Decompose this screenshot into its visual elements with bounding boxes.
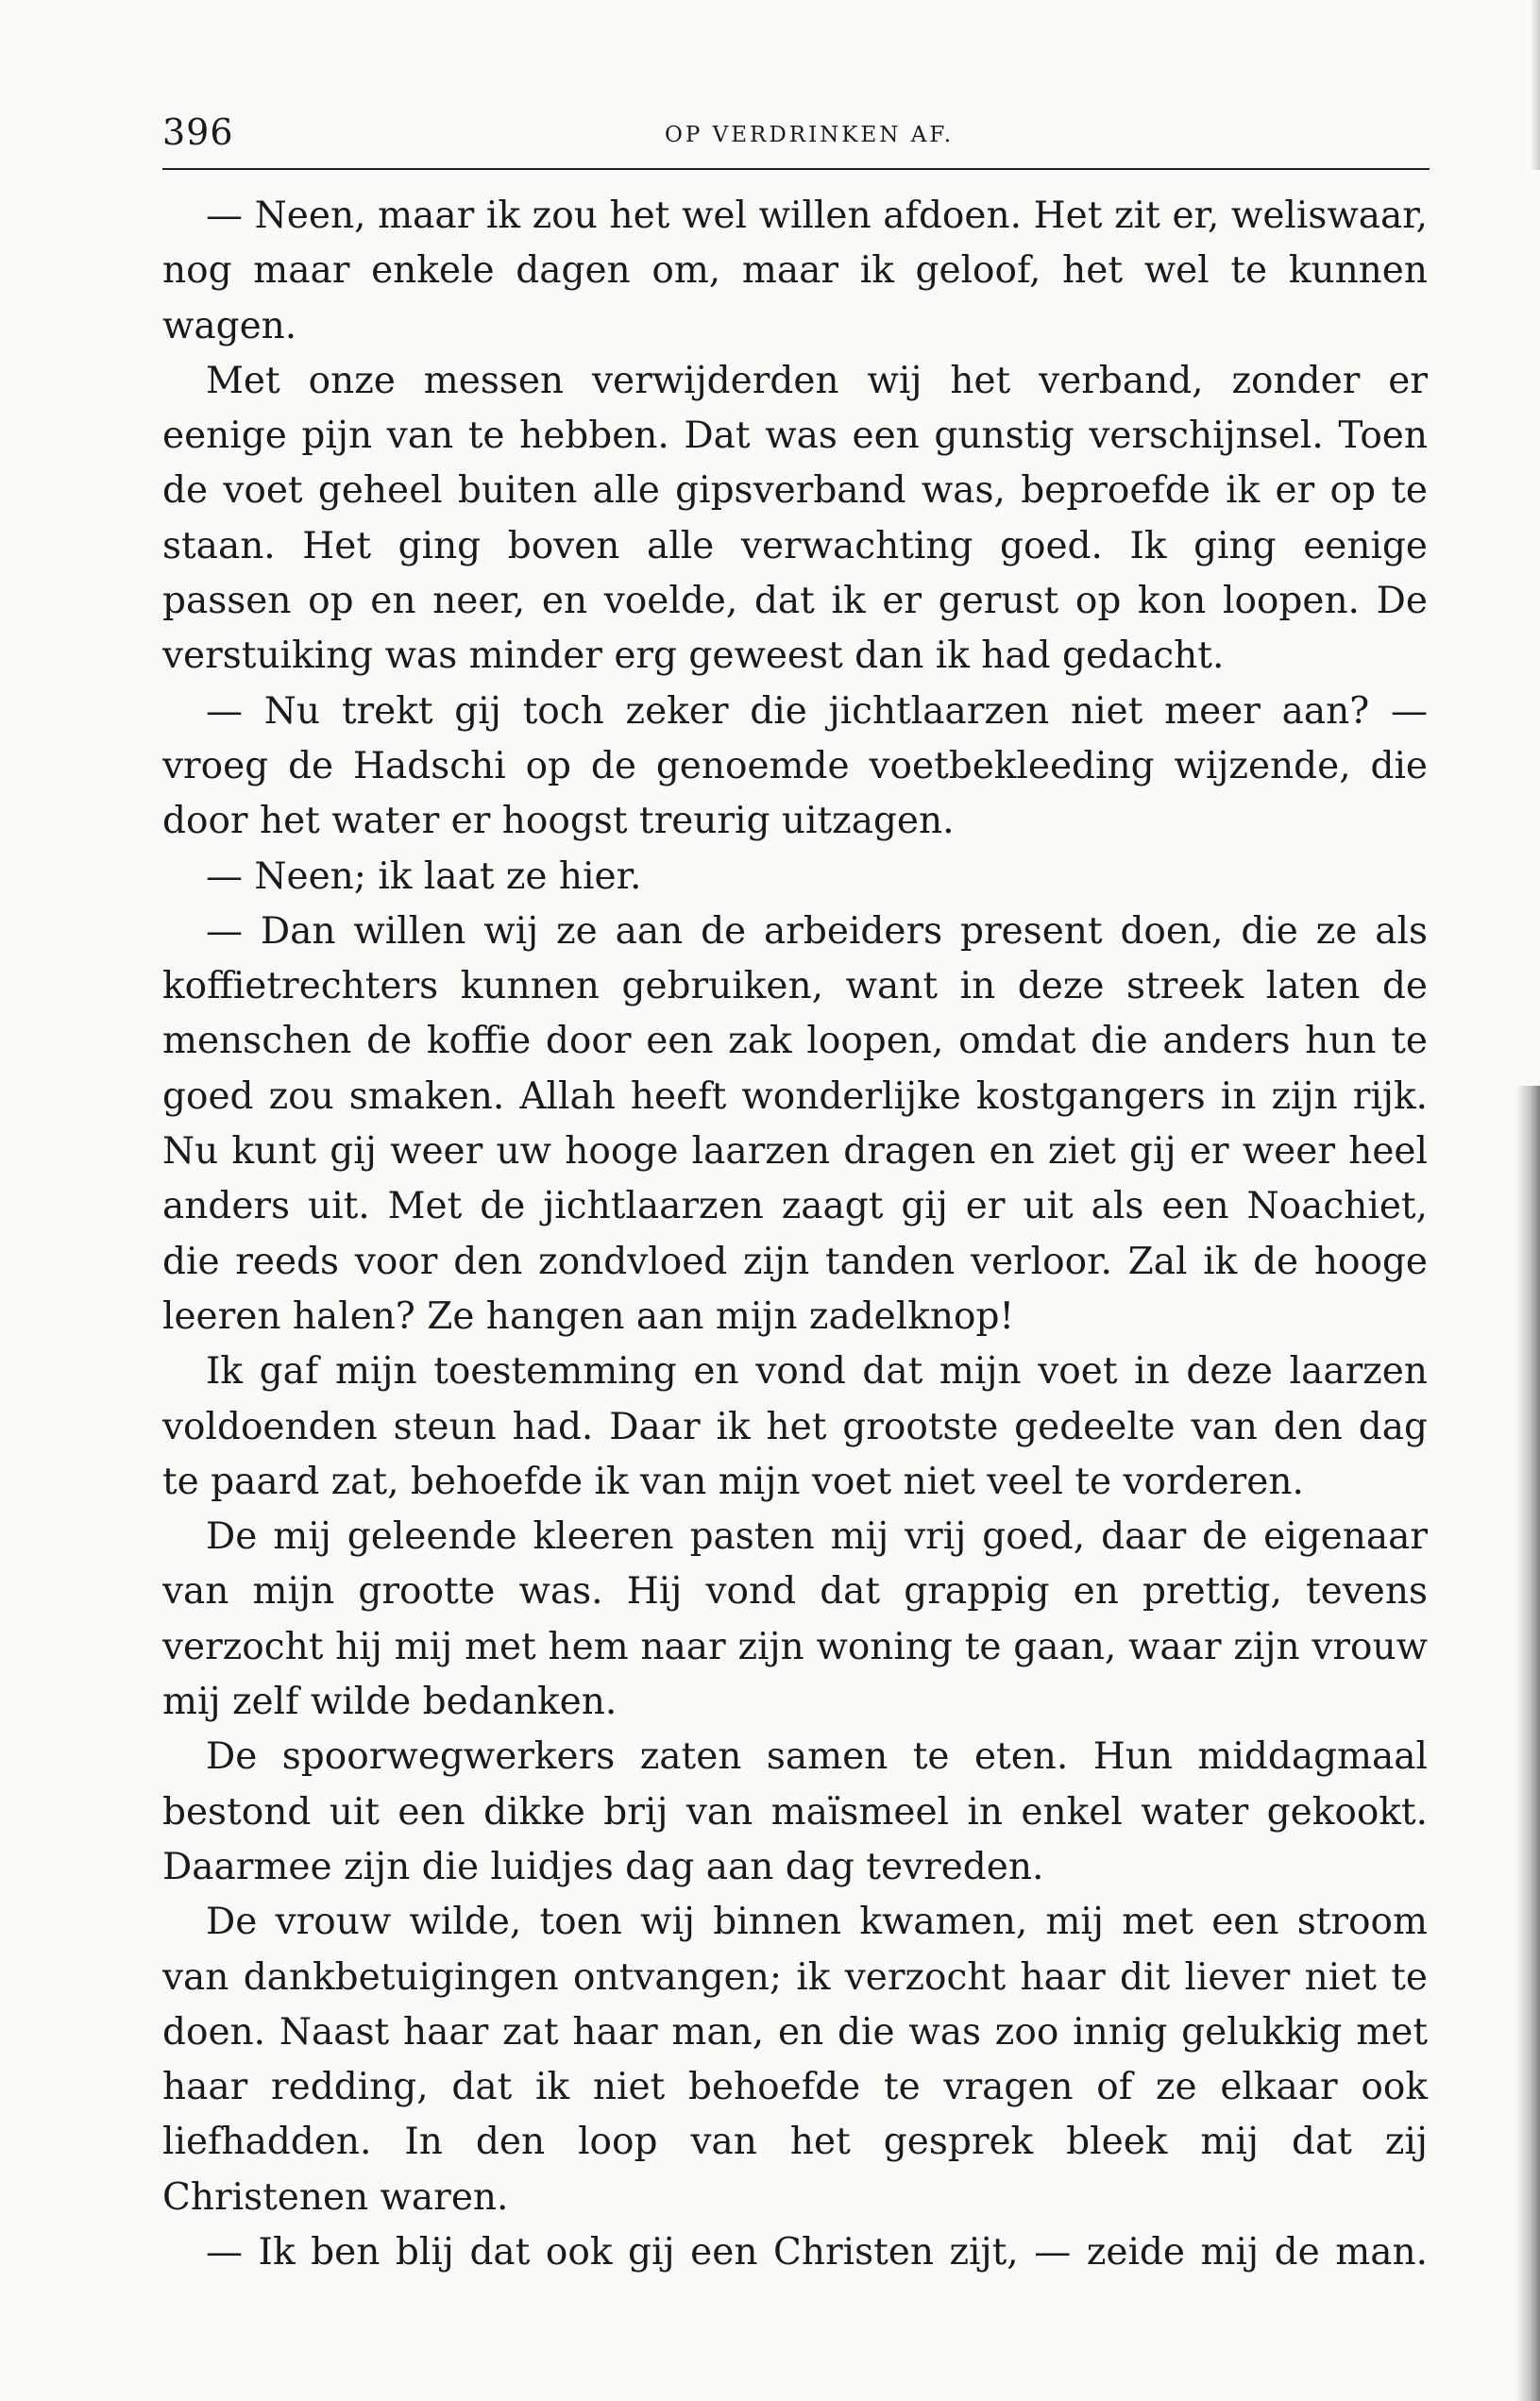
page-edge-shadow xyxy=(1515,1086,1540,2401)
paragraph: — Ik ben blij dat ook gij een Christen zijt, — zeide mij de man. xyxy=(206,2230,1428,2274)
paragraph: — Nu trekt gij toch zeker die jichtlaarzen niet meer aan? — vroeg de Hadschi op de genoemde voetbekleeding wijzende, die door het water er hoogst treurig uitzagen. xyxy=(162,689,1428,843)
page-edge-shadow-top xyxy=(1531,0,1540,170)
paragraph: — Dan willen wij ze aan de arbeiders present doen, die ze als koffietrechters kunnen gebruiken, want in deze streek laten de menschen de koffie door een zak loopen, omdat die anders hun te goed zou smaken. Allah heeft wonderlijke kostgangers in zijn rijk. Nu kunt gij weer uw hooge laarzen dragen en ziet gij er weer heel anders uit. Met de jichtlaarzen zaagt gij er uit als een Noachiet, die reeds voor den zondvloed zijn tanden verloor. Zal ik de hooge leeren halen? Ze hangen aan mijn zadelknop! xyxy=(162,909,1428,1338)
header-rule xyxy=(162,168,1430,170)
paragraph: De mij geleende kleeren pasten mij vrij goed, daar de eigenaar van mijn grootte was. Hij vond dat grappig en prettig, tevens verzocht hij mij met hem naar zijn woning te gaan, waar zijn vrouw mij zelf wilde bedanken. xyxy=(162,1515,1428,1724)
page-header xyxy=(162,111,1428,168)
running-title: OP VERDRINKEN AF. xyxy=(664,123,955,147)
paragraph: De vrouw wilde, toen wij binnen kwamen, mij met een stroom van dankbetuigingen ontvangen; ik verzocht haar dit liever niet te doen. Naast haar zat haar man, en die was zoo innig gelukkig met haar redding, dat ik niet behoefde te vragen of ze elkaar ook liefhadden. In den loop van het gesprek bleek mij dat zij Christenen waren. xyxy=(162,1901,1428,2219)
paragraph: De spoorwegwerkers zaten samen te eten. Hun middagmaal bestond uit een dikke brij van maïsmeel in enkel water gekookt. Daarmee zijn die luidjes dag aan dag tevreden. xyxy=(162,1735,1428,1888)
page-number: 396 xyxy=(162,111,234,153)
paragraph: Ik gaf mijn toestemming en vond dat mijn voet in deze laarzen voldoenden steun had. Daar ik het grootste gedeelte van den dag te paard zat, behoefde ik van mijn voet niet veel te vorderen. xyxy=(162,1350,1428,1503)
paragraph: — Neen, maar ik zou het wel willen afdoen. Het zit er, weliswaar, nog maar enkele dagen om, maar ik geloof, het wel te kunnen wagen. xyxy=(162,194,1428,347)
paragraph: Met onze messen verwijderden wij het verband, zonder er eenige pijn van te hebben. Dat was een gunstig verschijnsel. Toen de voet geheel buiten alle gipsverband was, beproefde ik er op te staan. Het ging boven alle verwachting goed. Ik ging eenige passen op en neer, en voelde, dat ik er gerust op kon loopen. De verstuiking was minder erg geweest dan ik had gedacht. xyxy=(162,359,1428,678)
text-body xyxy=(162,189,1428,2280)
paragraph: — Neen; ik laat ze hier. xyxy=(206,854,642,898)
